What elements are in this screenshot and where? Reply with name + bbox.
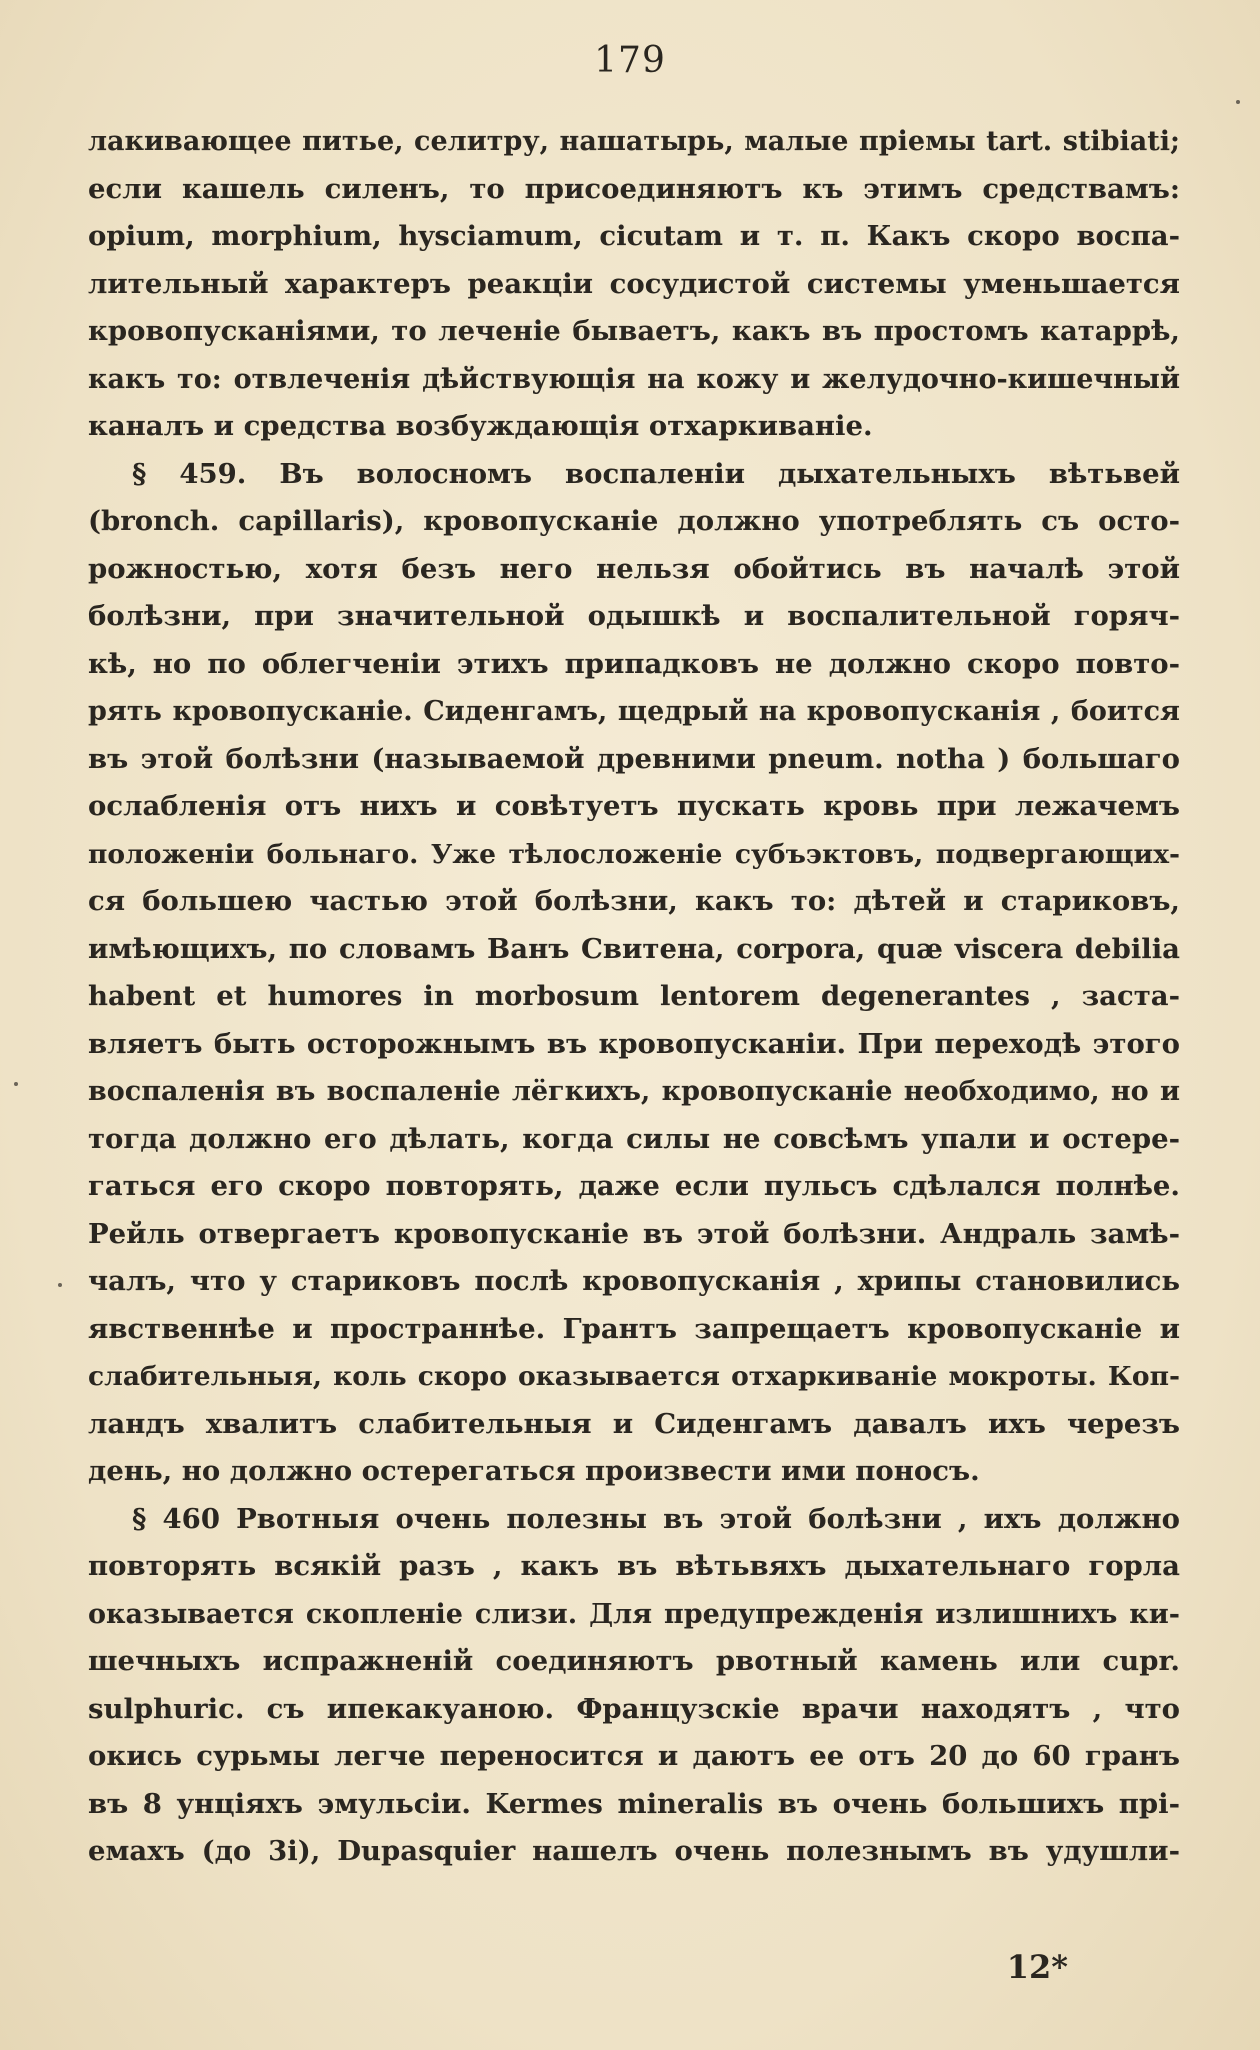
section-heading-line: § 459. Въ волосномъ воспаленіи дыхательныхъ вѣтьвей	[132, 457, 1180, 490]
text-line: лительный характеръ реакціи сосудистой системы уменьшается	[88, 267, 1180, 300]
text-line: явственнѣе и пространнѣе. Грантъ запрещаетъ кровопусканіе и	[88, 1312, 1180, 1345]
ink-speck	[14, 1082, 18, 1086]
text-line: положеніи больнаго. Уже тѣлосложеніе субъэктовъ, подвергающих-	[88, 838, 1180, 870]
body-text	[88, 118, 1180, 1876]
text-line: рожностью, хотя безъ него нельзя обойтись въ началѣ этой	[88, 552, 1180, 585]
text-line: sulphuric. съ ипекакуаною. Французскіе врачи находятъ , что	[88, 1692, 1180, 1725]
text-line: рять кровопусканіе. Сиденгамъ, щедрый на кровопусканія , боится	[88, 696, 1180, 727]
text-line: болѣзни, при значительной одышкѣ и воспалительной горяч-	[88, 600, 1180, 632]
text-line: оказывается скопленіе слизи. Для предупрежденія излишнихъ ки-	[88, 1598, 1180, 1630]
text-line: лакивающее питье, селитру, нашатырь, малые пріемы tart. stibiati;	[88, 126, 1180, 157]
text-line: (bronch. capillaris), кровопусканіе должно употреблять съ осто-	[88, 505, 1180, 537]
text-line: чалъ, что у стариковъ послѣ кровопусканія , хрипы становились	[88, 1265, 1180, 1297]
text-line: каналъ и средства возбуждающія отхаркиваніе.	[88, 410, 873, 442]
text-line: повторять всякій разъ , какъ въ вѣтьвяхъ дыхательнаго горла	[88, 1550, 1180, 1582]
text-line: habent et humores in morbosum lentorem degenerantes , заста-	[88, 980, 1180, 1012]
signature-mark: 12*	[1006, 1948, 1068, 1986]
text-line: какъ то: отвлеченія дѣйствующія на кожу и желудочно-кишечный	[88, 363, 1180, 395]
text-line: слабительныя, коль скоро оказывается отхаркиваніе мокроты. Коп-	[88, 1361, 1180, 1392]
text-line: шечныхъ испражненій соединяютъ рвотный камень или cupr.	[88, 1645, 1180, 1677]
text-line: если кашель силенъ, то присоединяютъ къ этимъ средствамъ:	[88, 172, 1180, 205]
ink-speck	[58, 1283, 62, 1287]
text-line: кровопусканіями, то леченіе бываетъ, какъ въ простомъ катаррѣ,	[88, 315, 1180, 347]
text-line: вляетъ быть осторожнымъ въ кровопусканіи. При переходѣ этого	[88, 1027, 1180, 1060]
text-line: гаться его скоро повторять, даже если пульсъ сдѣлался полнѣе.	[88, 1170, 1180, 1202]
text-line: кѣ, но по облегченіи этихъ припадковъ не должно скоро повто-	[88, 647, 1180, 680]
text-line: въ 8 унціяхъ эмульсіи. Kermes mineralis въ очень большихъ прі-	[88, 1787, 1180, 1820]
ink-speck	[1236, 100, 1240, 104]
section-heading-line: § 460 Рвотныя очень полезны въ этой болѣзни , ихъ должно	[132, 1502, 1180, 1535]
text-line: день, но должно остерегаться произвести ими поносъ.	[88, 1455, 980, 1487]
text-line: окись сурьмы легче переносится и даютъ ее отъ 20 до 60 гранъ	[88, 1740, 1180, 1772]
text-line: въ этой болѣзни (называемой древними pneum. notha ) большаго	[88, 742, 1180, 775]
text-line: имѣющихъ, по словамъ Ванъ Свитена, corpora, quæ viscera debilia	[88, 932, 1180, 965]
text-line: ослабленія отъ нихъ и совѣтуетъ пускать кровь при лежачемъ	[88, 790, 1180, 822]
text-line: ся большею частью этой болѣзни, какъ то: дѣтей и стариковъ,	[88, 885, 1180, 917]
page-number: 179	[594, 40, 666, 81]
text-line: opium, morphium, hysciamum, cicutam и т. п. Какъ скоро воспа-	[88, 220, 1180, 252]
text-line: емахъ (до 3i), Dupasquier нашелъ очень полезнымъ въ удушли-	[88, 1835, 1180, 1867]
text-line: Рейль отвергаетъ кровопусканіе въ этой болѣзни. Андраль замѣ-	[88, 1217, 1180, 1250]
text-line: тогда должно его дѣлать, когда силы не совсѣмъ упали и остере-	[88, 1122, 1180, 1155]
text-line: ландъ хвалитъ слабительныя и Сиденгамъ давалъ ихъ черезъ	[88, 1407, 1180, 1440]
text-line: воспаленія въ воспаленіе лёгкихъ, кровопусканіе необходимо, но и	[88, 1076, 1180, 1107]
